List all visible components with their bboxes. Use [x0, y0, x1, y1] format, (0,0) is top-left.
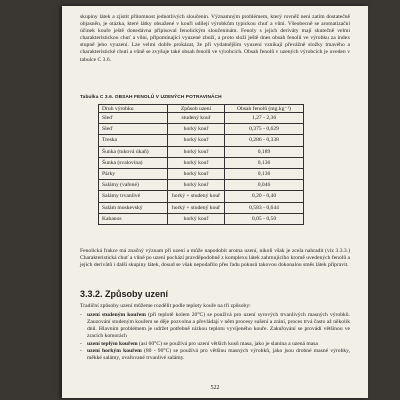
list-item [80, 348, 350, 362]
table-cell: Treska [99, 135, 168, 146]
section-heading: 3.3.2. Způsoby uzení [80, 289, 169, 299]
table-cell: 1,27 - 2,36 [225, 113, 304, 124]
table-cell: 0,20 - 0,40 [225, 191, 304, 202]
smoking-methods-list [80, 312, 350, 363]
table-cell: Šunka (tuková úkaň) [99, 146, 168, 157]
table-cell: 0,189 [225, 146, 304, 157]
table-cell: Párky [99, 168, 168, 179]
table-cell: studený kouř [168, 113, 225, 124]
table-cell: horký + studený kouř [168, 191, 225, 202]
table-row [99, 113, 304, 124]
table-cell: Sleď [99, 124, 168, 135]
table-cell: horký kouř [168, 213, 225, 224]
table-cell: horký kouř [168, 157, 225, 168]
methods-intro: Tradiční způsoby uzení můžeme rozdělit podle teploty kouře na tři způsoby: [80, 303, 251, 309]
second-paragraph: Fenolická frakce má značný význam při uzení a může napodobit aroma uzení, nikoli však je zcela nahradit (viz 3.3.3.) Charakteristická chuť a vůně po uzení pochází pravděpodobně z komplexu látek zahrnujícího kromě uvedených fenolů a jejich derivátů i další skupiny látek, dosud se však nepodařilo přes řadu pokusů takovou dokonalou směs látek připravit. [80, 248, 351, 269]
table-row [99, 124, 304, 135]
phenol-table [98, 104, 304, 225]
table-cell: Kabanos [99, 213, 168, 224]
table-cell: Salámy (vařené) [99, 180, 168, 191]
table-header-row [99, 105, 304, 113]
table-cell: 0,05 - 0,50 [225, 213, 304, 224]
table-caption: Tabulka C 3.6. OBSAH FENOLŮ V UZENÝCH POTRAVINÁCH [80, 95, 222, 100]
list-item-text: (asi 60°C) se používá pro uzení větších kusů masa, jako je slanina a uzená masa [137, 340, 318, 347]
table-row [99, 180, 304, 191]
table-cell: Salámy trvanlivé [99, 191, 168, 202]
list-item-term: uzení horkým kouřem [87, 348, 142, 355]
table-cell: 0,375 - 0,629 [225, 124, 304, 135]
table-header-cell: Způsob uzení [168, 105, 225, 113]
table-cell: 0,583 - 0,644 [225, 202, 304, 213]
table-cell: 0,136 [225, 168, 304, 179]
table-row [99, 213, 304, 224]
list-item-text: (80 - 90°C) se používá pro většinu masných výrobků, jako jsou drobné masné výrobky, měkké salámy, ovařované trvanlivé salámy. [87, 348, 350, 362]
table-cell: 0,136 [225, 157, 304, 168]
table-cell: horký kouř [168, 124, 225, 135]
list-item-text: (při teplotě kolem 20°C) se používá pro uzení syrových trvanlivých masných výrobků. Zauzování studeným kouřem se děje pozvolna a převládají v něm procesy sušení a zrání, proces trvá často až několik dnů. Hlavním problémem je udržet potřebně nízkou teplotu vyvíjeného kouře. Zakuřování se provádí většinou ve zracích komorách [87, 312, 350, 340]
list-item [80, 312, 350, 340]
table-cell: horký kouř [168, 168, 225, 179]
table-row [99, 146, 304, 157]
table-row [99, 191, 304, 202]
table-cell: Šunka (svalovina) [99, 157, 168, 168]
table-cell: horký kouř [168, 135, 225, 146]
table-row [99, 168, 304, 179]
book-page [62, 6, 368, 398]
table-cell: horký kouř [168, 146, 225, 157]
table-row [99, 135, 304, 146]
table-cell: horký + studený kouř [168, 202, 225, 213]
table-cell: horký kouř [168, 180, 225, 191]
table-cell: 0,286 - 0,338 [225, 135, 304, 146]
table-row [99, 202, 304, 213]
table-cell: Salám moskevský [99, 202, 168, 213]
table-cell: 0,046 [225, 180, 304, 191]
list-item-term: uzení studeným kouřem [87, 312, 146, 318]
page-number: 522 [210, 385, 220, 391]
list-item-term: uzení teplým kouřem [87, 340, 138, 347]
table-header-cell: Obsah fenolů (mg.kg⁻¹) [225, 105, 304, 113]
table-header-cell: Druh výrobku [99, 105, 168, 113]
list-item [80, 341, 350, 348]
table-row [99, 157, 304, 168]
intro-paragraph: skupiny látek a zjistit přítomnost jednotlivých sloučenin. Významným problémem, který rovněž není zatím dostatečně objasněn, je otázka, které látky obsažené v kouři udílejí výrobkům typickou chuť a vůni. Všeobecně se aromatizační účinek kouře ještě donedávna připisoval fenolickým sloučeninám. Fenoly s jejich deriváty mají skutečně velmi charakteristickou chuť a vůni, připomínající vyuzené zboží, a proto složí ještě dnes obsah fenolů ve výrobku za index stupně jeho vyuzení. Lze velmi dobře prokázat, že při vydatnějším vyuzení vznikají převážně složky tmavého a charakteristické chuti a vůně se zvyšuje také obsah fenolů ve výrobcích. Obsah fenolů v uzených výrobcích je uveden v tabulce C 3.6. [80, 14, 350, 63]
table-cell: Sleď [99, 113, 168, 124]
